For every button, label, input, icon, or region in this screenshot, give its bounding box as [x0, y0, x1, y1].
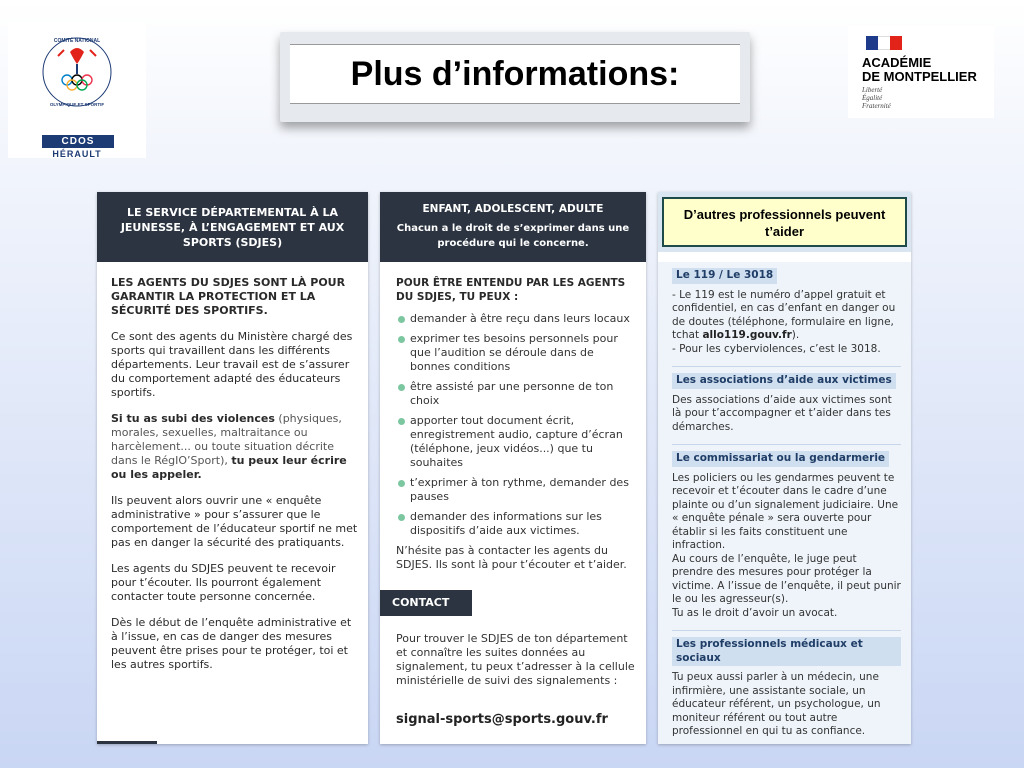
list-item: apporter tout document écrit, enregistrement audio, capture d’écran (téléphone, jeux vidéos...) que tu souhaites [396, 414, 636, 470]
page-title: Plus d’informations: [350, 54, 680, 93]
sdjes-enquete-paragraph: Ils peuvent alors ouvrir une « enquête administrative » pour s’assurer que le comportement de l’éducateur sportif ne met pas en danger la sécurité des pratiquants. [111, 494, 358, 549]
motto-egalite: Égalité [862, 94, 883, 102]
section-police-title: Le commissariat ou la gendarmerie [672, 451, 889, 467]
olympic-rooster-emblem-icon [36, 30, 118, 130]
section-medical-text: Tu peux aussi parler à un médecin, une infirmière, une assistante sociale, un éducateur référent, un psychologue, un moniteur référent ou tout autre professionnel en qui tu as confiance. [672, 671, 881, 737]
rights-body [380, 262, 646, 572]
other-professionals-header [658, 192, 911, 252]
violence-bold-start: Si tu as subi des violences [111, 412, 275, 425]
sdjes-heading: LE SERVICE DÉPARTEMENTAL À LA JEUNESSE, À L’ENGAGEMENT ET AUX SPORTS (SDJES) [97, 192, 368, 262]
violence-examples: (physiques, morales, sexuelles, maltraitance ou harcèlement... ou toute situation décrite dans le RégIO’Sport), [111, 412, 342, 467]
section-divider [672, 630, 901, 631]
section-police-text-c: Tu as le droit d’avoir un avocat. [672, 606, 838, 619]
section-divider [672, 444, 901, 445]
bullet-dot-icon [398, 384, 405, 391]
academie-name-line1: ACADÉMIE [862, 55, 932, 70]
violence-bold-end: tu peux leur écrire ou les appeler. [111, 454, 347, 481]
rights-lead: POUR ÊTRE ENTENDU PAR LES AGENTS DU SDJES, TU PEUX : [396, 277, 626, 303]
list-item: t’exprimer à ton rythme, demander des pauses [396, 476, 636, 504]
republic-motto [862, 86, 891, 110]
motto-fraternite: Fraternité [862, 102, 891, 110]
section-associations-text: Des associations d’aide aux victimes sont là pour t’accompagner et t’aider dans tes démarches. [672, 393, 892, 433]
sdjes-protection-paragraph: Dès le début de l’enquête administrative et à l’issue, en cas de danger des mesures peuvent être prises pour te protéger, toi et les autres sportifs. [111, 616, 352, 671]
allo119-link[interactable]: allo119.gouv.fr [702, 329, 792, 341]
sdjes-mission: LES AGENTS DU SDJES SONT LÀ POUR GARANTIR LA PROTECTION ET LA SÉCURITÉ DES SPORTIFS. [111, 276, 346, 317]
other-professionals-body [658, 262, 911, 744]
section-police-text-b: Au cours de l’enquête, le juge peut prendre des mesures pour protéger la victime. A l’issue de l’enquête, il peut punir le ou les agresseur(s). [672, 552, 901, 605]
sdjes-violence-paragraph [111, 412, 358, 482]
bullet-dot-icon [398, 480, 405, 487]
rights-heading-subtitle: Chacun a le droit de s’exprimer dans une procédure qui le concerne. [396, 223, 630, 249]
section-associations [672, 373, 901, 434]
section-divider [672, 366, 901, 367]
title-banner [280, 32, 750, 122]
rights-panel [380, 192, 646, 744]
section-police [672, 451, 901, 620]
rights-list [396, 312, 636, 538]
svg-text:OLYMPIQUE ET SPORTIF: OLYMPIQUE ET SPORTIF [49, 102, 105, 107]
academie-montpellier-logo [848, 26, 994, 118]
motto-liberte: Liberté [862, 86, 883, 94]
section-119-title: Le 119 / Le 3018 [672, 268, 777, 284]
cdos-subtitle: HÉRAULT [52, 149, 102, 159]
section-police-text-a: Les policiers ou les gendarmes peuvent te recevoir et t’écouter dans le cadre d’une plainte ou d’un signalement judiciaire. Une « enquête pénale » sera ouverte pour établir si les faits constituent une infraction. [672, 471, 899, 551]
academie-name [862, 56, 992, 84]
title-inner [290, 44, 740, 104]
panel-corner-mark [97, 741, 157, 744]
cdos-badge: CDOS [42, 135, 114, 148]
svg-text:COMITÉ NATIONAL: COMITÉ NATIONAL [53, 38, 101, 44]
section-medical-title: Les professionnels médicaux et sociaux [672, 637, 901, 666]
section-119 [672, 268, 901, 356]
list-item: demander des informations sur les dispositifs d’aide aux victimes. [396, 510, 636, 538]
bullet-dot-icon [398, 336, 405, 343]
section-medical [672, 637, 901, 739]
sdjes-body [97, 262, 368, 672]
list-item: exprimer tes besoins personnels pour que l’audition se déroule dans de bonnes conditions [396, 332, 636, 374]
contact-text: Pour trouver le SDJES de ton département et connaître les suites données au signalement, tu peux t’adresser à la cellule ministérielle de suivi des signalements : [396, 632, 635, 687]
bullet-dot-icon [398, 418, 405, 425]
section-119-text: - Le 119 est le numéro d’appel gratuit et confidentiel, en cas d’enfant en danger ou de doutes (téléphone, formulaire en ligne, tchat allo119.gouv.fr). [672, 288, 896, 341]
list-item: être assisté par une personne de ton choix [396, 380, 636, 408]
section-associations-title: Les associations d’aide aux victimes [672, 373, 896, 389]
bullet-dot-icon [398, 316, 405, 323]
sdjes-recevoir-paragraph: Les agents du SDJES peuvent te recevoir pour t’écouter. Ils pourront également contacter toute personne concernée. [111, 562, 336, 603]
contact-heading: CONTACT [380, 590, 472, 616]
rights-heading [380, 192, 646, 262]
other-professionals-panel [658, 192, 911, 744]
academie-name-line2: DE MONTPELLIER [862, 69, 977, 84]
bullet-dot-icon [398, 514, 405, 521]
other-professionals-title: D’autres professionnels peuvent t’aider [662, 197, 907, 247]
cdos-herault-logo [8, 22, 146, 158]
contact-hint: N’hésite pas à contacter les agents du SDJES. Ils sont là pour t’écouter et t’aider. [396, 544, 627, 571]
sdjes-agents-description: Ce sont des agents du Ministère chargé des sports qui travaillent dans les différents départements. Leur travail est de s’assurer du comportement adapté des éducateurs sportifs. [111, 330, 353, 399]
section-3018-text: - Pour les cyberviolences, c’est le 3018. [672, 342, 881, 355]
french-flag-icon [866, 36, 902, 50]
rights-heading-title: ENFANT, ADOLESCENT, ADULTE [422, 203, 604, 215]
contact-email-link[interactable]: signal-sports@sports.gouv.fr [396, 712, 608, 727]
list-item: demander à être reçu dans leurs locaux [396, 312, 636, 326]
sdjes-panel [97, 192, 368, 744]
